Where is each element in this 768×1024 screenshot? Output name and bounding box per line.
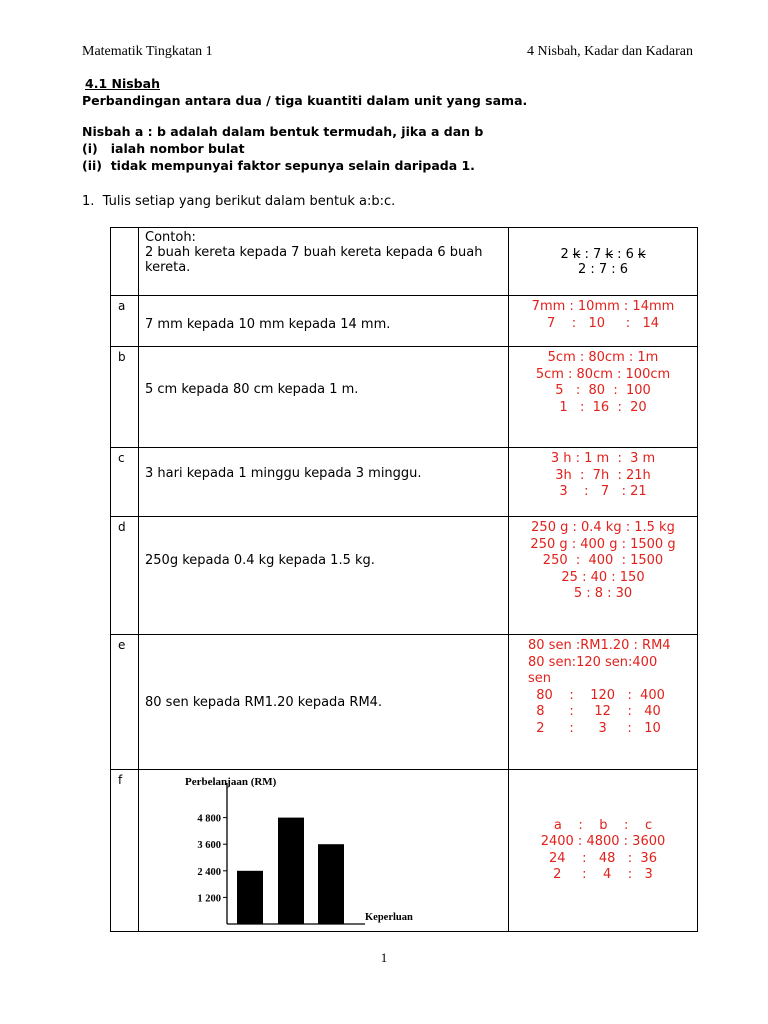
answer-line: 80 sen:120 sen:400 [528, 654, 658, 670]
answer-line: 250 g : 400 g : 1500 g [530, 536, 676, 552]
row-question-cell [139, 296, 509, 347]
example-question-cell [139, 228, 509, 296]
row-answer-cell [509, 448, 698, 517]
row-question-cell [139, 770, 509, 932]
bar-chart-svg [155, 771, 445, 931]
row-label: d [111, 517, 139, 635]
x-axis-label: Keperluan [365, 912, 413, 923]
row-answer-cell [509, 347, 698, 448]
example-label: Contoh: [145, 230, 196, 245]
answer-line: 3 : 7 : 21 [559, 484, 647, 499]
answer-part: : 7 [580, 246, 606, 262]
cancelled-unit: k [638, 246, 646, 262]
row-question: 7 mm kepada 10 mm kepada 14 mm. [145, 316, 391, 332]
definition-text: Perbandingan antara dua / tiga kuantiti dalam unit yang sama. [82, 93, 528, 108]
table-row [111, 517, 698, 635]
header-subject: Matematik Tingkatan 1 [82, 44, 213, 59]
section-title: 4.1 Nisbah [85, 76, 160, 91]
row-question-cell [139, 635, 509, 770]
answer-line: 5 : 80 : 100 [555, 383, 651, 398]
header-chapter: 4 Nisbah, Kadar dan Kadaran [527, 44, 693, 59]
answer-line: 5cm : 80cm : 100cm [535, 366, 671, 382]
table-row [111, 770, 698, 932]
page-number: 1 [380, 950, 388, 965]
rule-item-i: (i) ialah nombor bulat [82, 141, 245, 156]
answer-line: 2 : 4 : 3 [553, 867, 653, 882]
row-question-cell [139, 517, 509, 635]
answer-line: 5 : 8 : 30 [573, 586, 633, 601]
row-question-cell [139, 347, 509, 448]
cancelled-unit: k [605, 246, 613, 262]
answer-part: 2 [560, 246, 573, 262]
answer-line: 80 sen :RM1.20 : RM4 [528, 638, 671, 653]
bar [278, 818, 304, 924]
row-label: f [111, 770, 139, 932]
table-row [111, 635, 698, 770]
answer-line: 2 : 3 : 10 [528, 720, 661, 736]
y-tick-label: 2 400 [197, 866, 221, 878]
exercise-table [110, 227, 698, 932]
y-tick-label: 3 600 [197, 840, 221, 852]
row-label [111, 228, 139, 296]
row-question: 250g kepada 0.4 kg kepada 1.5 kg. [145, 553, 375, 568]
answer-line: 25 : 40 : 150 [561, 569, 645, 585]
answer-line: 7 : 10 : 14 [546, 315, 660, 331]
answer-line: a : b : c [553, 817, 653, 833]
answer-line: sen [528, 671, 552, 686]
answer-line: 3 h : 1 m : 3 m [550, 451, 656, 466]
answer-line: 24 : 48 : 36 [549, 850, 657, 866]
example-answer-cell [509, 228, 698, 296]
answer-line: 7mm : 10mm : 14mm [531, 299, 675, 314]
cancelled-unit: k [572, 246, 581, 262]
answer-line: 5cm : 80cm : 1m [547, 350, 659, 365]
y-tick-label: 1 200 [197, 893, 221, 905]
table-row [111, 296, 698, 347]
table-row-example [111, 228, 698, 296]
answer-line: 2400 : 4800 : 3600 [540, 834, 666, 849]
answer-line: 250 g : 0.4 kg : 1.5 kg [531, 520, 675, 535]
example-text: 2 buah kereta kepada 7 buah kereta kepada 6 buah kereta. [145, 245, 483, 275]
answer-line: 250 : 400 : 1500 [542, 553, 664, 568]
y-tick-label: 4 800 [197, 813, 221, 825]
table-row [111, 448, 698, 517]
row-label: c [111, 448, 139, 517]
table-row [111, 347, 698, 448]
answer-line: 80 : 120 : 400 [528, 687, 665, 703]
rule-text: Nisbah a : b adalah dalam bentuk termudah, jika a dan b [82, 124, 484, 139]
answer-line: 1 : 16 : 20 [559, 399, 647, 415]
row-answer-cell [509, 517, 698, 635]
row-question: 3 hari kepada 1 minggu kepada 3 minggu. [145, 465, 422, 481]
answer-part: : 6 [612, 246, 639, 262]
bar-chart [155, 771, 445, 931]
rule-item-ii: (ii) tidak mempunyai faktor sepunya selain daripada 1. [82, 158, 475, 173]
y-axis-label: Perbelanjaan (RM) [185, 776, 277, 788]
answer-line: 3h : 7h : 21h [555, 467, 651, 483]
row-label: a [111, 296, 139, 347]
row-question: 5 cm kepada 80 cm kepada 1 m. [145, 381, 359, 397]
example-answer-line1 [513, 247, 693, 262]
question-text: 1. Tulis setiap yang berikut dalam bentuk a:b:c. [82, 194, 396, 209]
bar [237, 871, 263, 924]
example-answer-line2: 2 : 7 : 6 [577, 261, 629, 277]
row-answer-cell [509, 296, 698, 347]
row-question: 80 sen kepada RM1.20 kepada RM4. [145, 694, 383, 710]
bar [318, 844, 344, 924]
row-label: b [111, 347, 139, 448]
row-question-cell [139, 448, 509, 517]
row-label: e [111, 635, 139, 770]
row-answer-cell [509, 770, 698, 932]
row-answer-cell [509, 635, 698, 770]
intro-section [82, 75, 722, 174]
answer-line: 8 : 12 : 40 [528, 704, 661, 719]
